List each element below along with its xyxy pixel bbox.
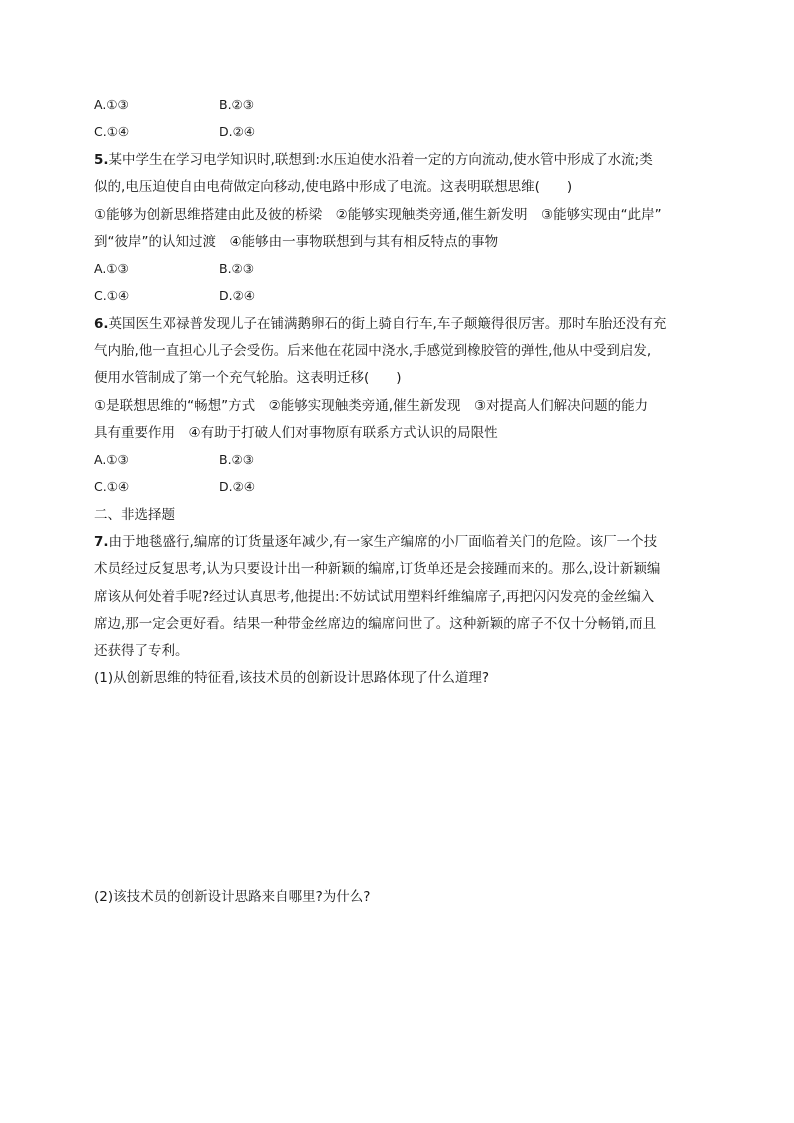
question-6-option-a: A.①③	[94, 452, 129, 467]
option-a: A.①③	[94, 97, 129, 112]
section-heading-non-choice: 二、非选择题	[94, 507, 175, 523]
question-7-stem-line-2: 术员经过反复思考,认为只要设计出一种新颖的编席,订货单还是会接踵而来的。那么,设计新颖编	[94, 561, 661, 577]
question-5-choices-line-2: 到“彼岸”的认知过渡 ④能够由一事物联想到与其有相反特点的事物	[94, 234, 499, 250]
question-6-choices-line-1: ①是联想思维的“畅想”方式 ②能够实现触类旁通,催生新发现 ③对提高人们解决问题的能力	[94, 398, 649, 414]
question-6-stem-line-2: 气内胎,他一直担心儿子会受伤。后来他在花园中浇水,手感觉到橡胶管的弹性,他从中受到启发,	[94, 343, 652, 359]
question-5-stem-line-1: 5.某中学生在学习电学知识时,联想到:水压迫使水沿着一定的方向流动,使水管中形成了水流;类	[94, 152, 653, 168]
question-5-choices-line-1: ①能够为创新思维搭建由此及彼的桥梁 ②能够实现触类旁通,催生新发明 ③能够实现由“此岸”	[94, 207, 662, 223]
question-7-stem-line-5: 还获得了专利。	[94, 643, 189, 659]
question-5-option-d: D.②④	[219, 288, 256, 303]
question-7-number: 7.	[94, 534, 109, 550]
question-5-stem-line-2: 似的,电压迫使自由电荷做定向移动,使电路中形成了电流。这表明联想思维( )	[94, 179, 573, 195]
question-6-option-d: D.②④	[219, 479, 256, 494]
question-7-subquestion-2: (2)该技术员的创新设计思路来自哪里?为什么?	[94, 889, 371, 905]
question-5-option-a: A.①③	[94, 261, 129, 276]
question-6-stem-line-1: 6.英国医生邓禄普发现儿子在铺满鹅卵石的街上骑自行车,车子颠簸得很厉害。那时车胎还没有充	[94, 316, 667, 332]
question-7-subquestion-1: (1)从创新思维的特征看,该技术员的创新设计思路体现了什么道理?	[94, 670, 490, 686]
question-5-number: 5.	[94, 152, 109, 168]
question-6-stem-line-3: 便用水管制成了第一个充气轮胎。这表明迁移( )	[94, 370, 402, 386]
question-5-option-b: B.②③	[219, 261, 254, 276]
question-7-stem-line-1: 7.由于地毯盛行,编席的订货量逐年减少,有一家生产编席的小厂面临着关门的危险。该厂一个技	[94, 534, 658, 550]
answer-space-2[interactable]	[94, 915, 694, 1095]
question-7-stem-line-3: 席该从何处着手呢?经过认真思考,他提出:不妨试试用塑料纤维编席子,再把闪闪发亮的金丝编入	[94, 589, 655, 605]
option-d: D.②④	[219, 124, 256, 139]
question-5-option-c: C.①④	[94, 288, 130, 303]
question-6-option-c: C.①④	[94, 479, 130, 494]
question-6-option-b: B.②③	[219, 452, 254, 467]
question-6-choices-line-2: 具有重要作用 ④有助于打破人们对事物原有联系方式认识的局限性	[94, 425, 498, 441]
question-6-number: 6.	[94, 316, 109, 332]
option-b: B.②③	[219, 97, 254, 112]
answer-space-1[interactable]	[94, 700, 694, 870]
question-7-stem-line-4: 席边,那一定会更好看。结果一种带金丝席边的编席问世了。这种新颖的席子不仅十分畅销,而且	[94, 616, 657, 632]
option-c: C.①④	[94, 124, 130, 139]
